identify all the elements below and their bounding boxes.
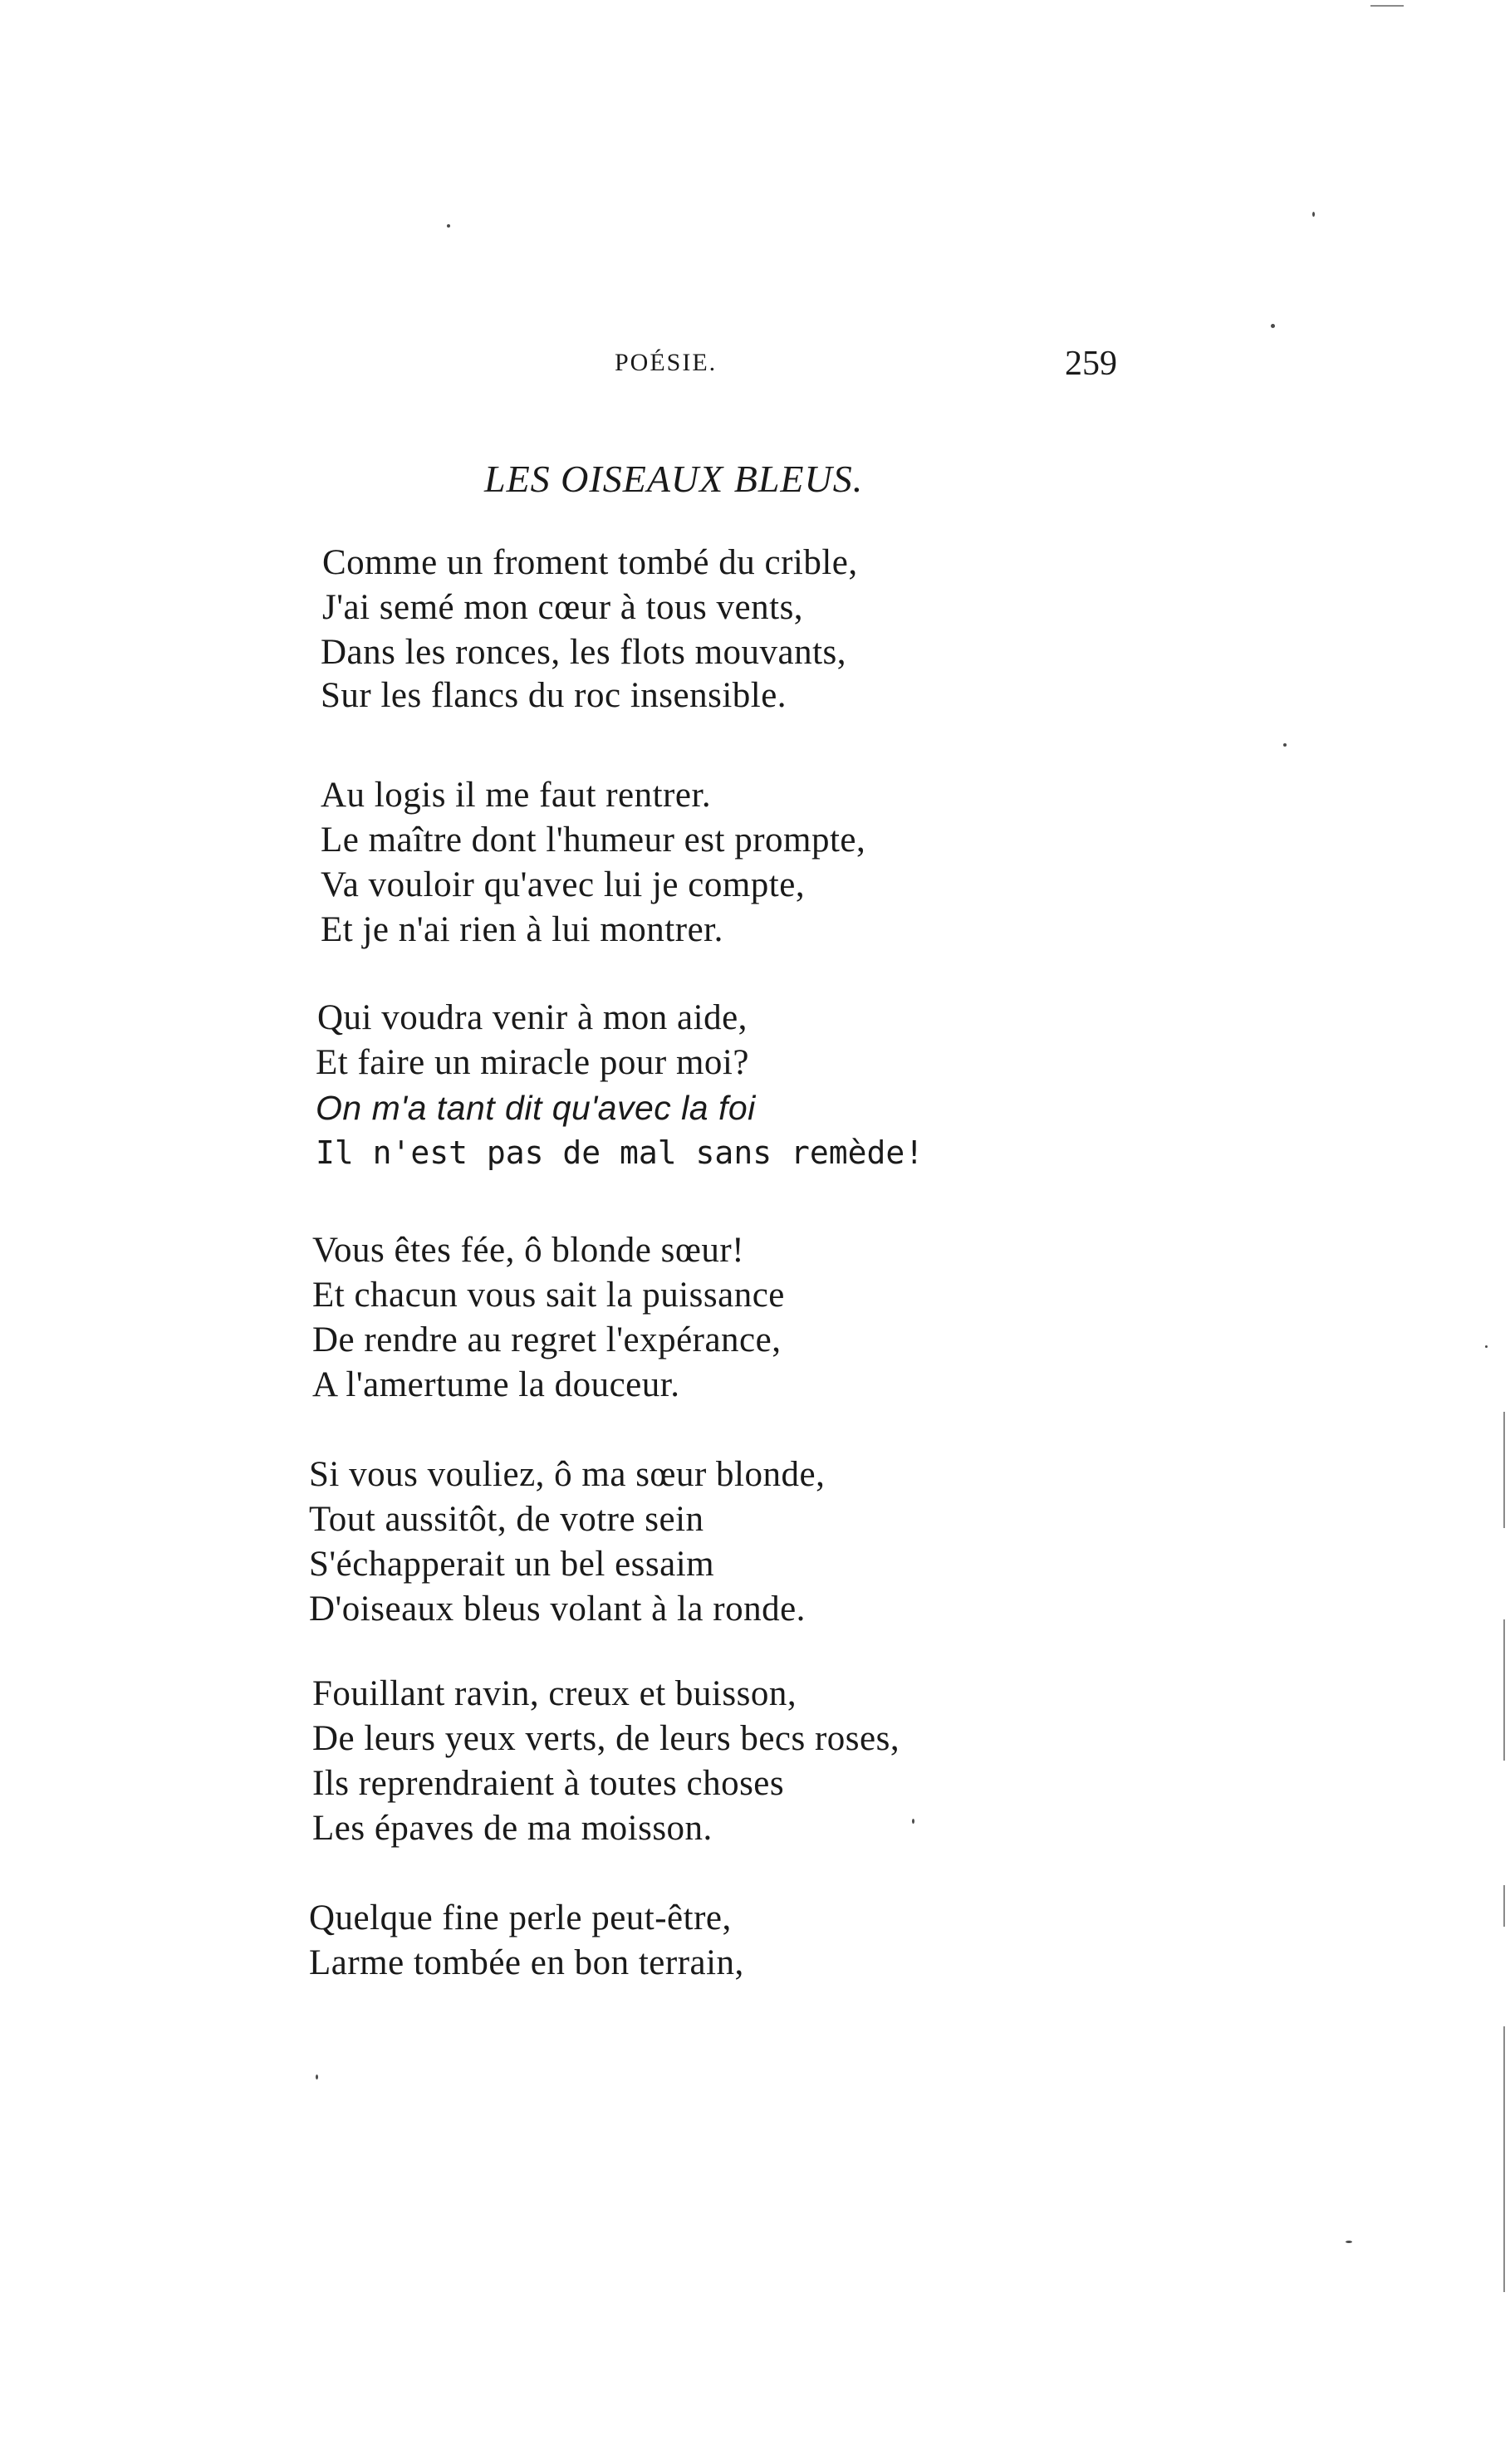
poem-line: Vous êtes fée, ô blonde sœur! xyxy=(312,1231,745,1270)
scan-speck xyxy=(316,2075,318,2079)
poem-line: Qui voudra venir à mon aide, xyxy=(317,998,748,1037)
poem-line: Et chacun vous sait la puissance xyxy=(312,1276,785,1315)
poem-line: De leurs yeux verts, de leurs becs roses, xyxy=(312,1719,900,1758)
poem-line: Quelque fine perle peut-être, xyxy=(309,1898,732,1937)
poem-line: Fouillant ravin, creux et buisson, xyxy=(312,1674,797,1713)
scan-speck xyxy=(1271,324,1275,328)
poem-line: Au logis il me faut rentrer. xyxy=(321,776,712,815)
poem-line: Et je n'ai rien à lui montrer. xyxy=(321,910,723,949)
scan-speck xyxy=(1312,212,1315,217)
poem-line: Tout aussitôt, de votre sein xyxy=(309,1500,704,1539)
poem-line: Dans les ronces, les flots mouvants, xyxy=(321,633,847,672)
scan-edge xyxy=(1503,1412,1505,1528)
poem-line: Les épaves de ma moisson. xyxy=(312,1809,713,1848)
poem-title: LES OISEAUX BLEUS. xyxy=(484,458,864,500)
scan-speck xyxy=(1346,2241,1352,2243)
scan-speck xyxy=(447,224,450,228)
page-number: 259 xyxy=(1065,345,1117,383)
poem-line: De rendre au regret l'expérance, xyxy=(312,1320,782,1359)
poem-line: Larme tombée en bon terrain, xyxy=(309,1943,744,1982)
poem-line: A l'amertume la douceur. xyxy=(312,1365,680,1404)
poem-line: Si vous vouliez, ô ma sœur blonde, xyxy=(309,1455,826,1494)
scan-edge xyxy=(1503,2026,1505,2292)
poem-line: Va vouloir qu'avec lui je compte, xyxy=(321,865,806,904)
poem-line: S'échapperait un bel essaim xyxy=(309,1545,715,1584)
poem-line: Il n'est pas de mal sans remède! xyxy=(316,1134,924,1171)
scan-edge xyxy=(1503,1619,1505,1761)
running-head: POÉSIE. xyxy=(615,349,718,376)
poem-line: J'ai semé mon cœur à tous vents, xyxy=(322,588,804,627)
scan-speck xyxy=(1283,743,1287,747)
poem-line: On m'a tant dit qu'avec la foi xyxy=(316,1089,756,1127)
poem-line: Comme un froment tombé du crible, xyxy=(322,543,858,582)
scan-edge xyxy=(1370,5,1404,7)
poem-line: Le maître dont l'humeur est prompte, xyxy=(321,821,866,860)
poem-line: Ils reprendraient à toutes choses xyxy=(312,1764,785,1803)
poem-line: Sur les flancs du roc insensible. xyxy=(321,676,787,715)
scan-speck xyxy=(1485,1345,1488,1348)
scan-edge xyxy=(1503,1885,1505,1927)
scan-speck xyxy=(912,1819,914,1824)
poem-line: D'oiseaux bleus volant à la ronde. xyxy=(309,1590,806,1629)
poem-line: Et faire un miracle pour moi? xyxy=(316,1043,749,1082)
